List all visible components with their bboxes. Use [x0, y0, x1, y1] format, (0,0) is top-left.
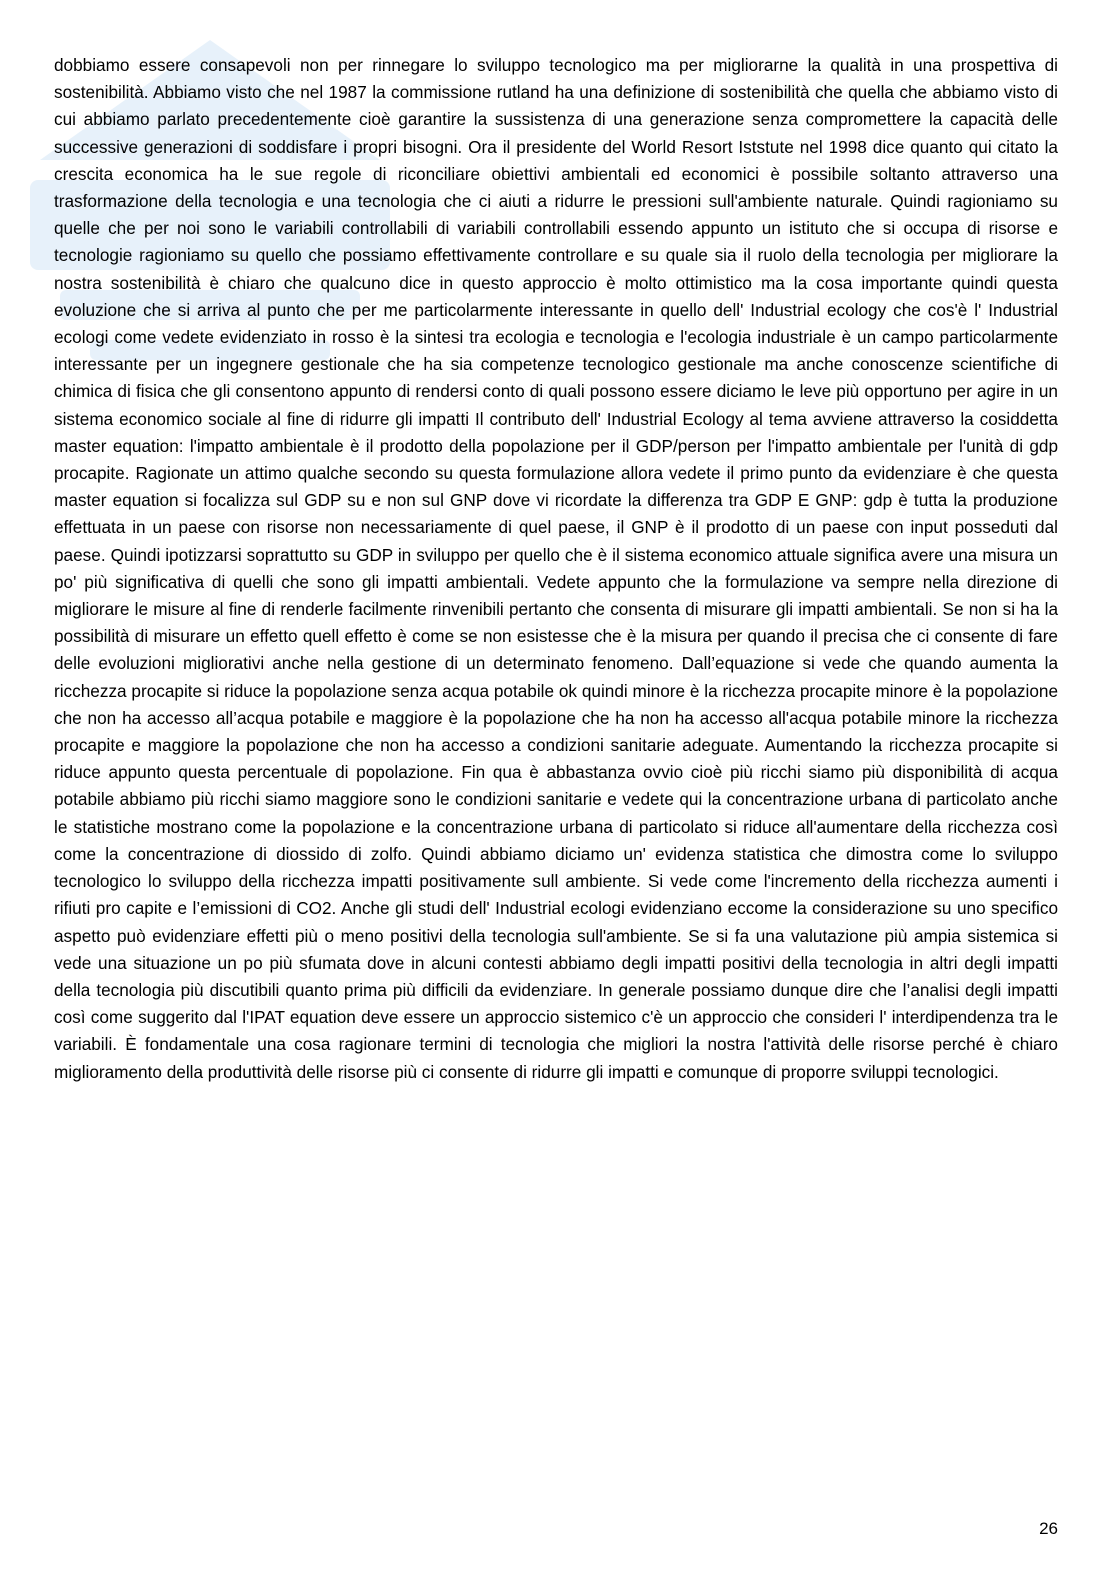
page-number: 26: [1039, 1519, 1058, 1538]
body-paragraph: dobbiamo essere consapevoli non per rinnegare lo sviluppo tecnologico ma per migliorarne la qualità in una prospettiva di sostenibilità. Abbiamo visto che nel 1987 la commissione rutland ha una definizione di sostenibilità che quella che abbiamo visto di cui abbiamo parlato precedentemente cioè garantire la sussistenza di una generazione senza compromettere la capacità delle successive generazioni di soddisfare i propri bisogni. Ora il presidente del World Resort Iststute nel 1998 dice quanto qui citato la crescita economica ha le sue regole di riconciliare obiettivi ambientali ed economici è possibile soltanto attraverso una trasformazione della tecnologia e una tecnologia che ci aiuti a ridurre le pressioni sull'ambiente naturale. Quindi ragioniamo su quelle che per noi sono le variabili controllabili di variabili controllabili essendo appunto un istituto che si occupa di risorse e tecnologie ragioniamo su quello che possiamo effettivamente controllare e su quale sia il ruolo della tecnologia per migliorare la nostra sostenibilità è chiaro che qualcuno dice in questo approccio è molto ottimistico ma la cosa importante quindi questa evoluzione che si arriva al punto che per me particolarmente interessante in quello dell' Industrial ecology che cos'è l' Industrial ecologi come vedete evidenziato in rosso è la sintesi tra ecologia e tecnologia e l'ecologia industriale è un campo particolarmente interessante per un ingegnere gestionale che ha sia competenze tecnologico gestionale ma anche conoscenze scientifiche di chimica di fisica che gli consentono appunto di rendersi conto di quali possono essere diciamo le leve più opportuno per agire in un sistema economico sociale al fine di ridurre gli impatti Il contributo dell' Industrial Ecology al tema avviene attraverso la cosiddetta master equation: l'impatto ambientale è il prodotto della popolazione per il GDP/person per l'impatto ambientale per l'unità di gdp procapite. Ragionate un attimo qualche secondo su questa formulazione allora vedete il primo punto da evidenziare è che questa master equation si focalizza sul GDP su e non sul GNP dove vi ricordate la differenza tra GDP E GNP: gdp è tutta la produzione effettuata in un paese con risorse non necessariamente di quel paese, il GNP è il prodotto di un paese con input posseduti dal paese. Quindi ipotizzarsi soprattutto su GDP in sviluppo per quello che è il sistema economico attuale significa avere una misura un po' più significativa di quelli che sono gli impatti ambientali. Vedete appunto che la formulazione va sempre nella direzione di migliorare le misure al fine di renderle facilmente rinvenibili pertanto che consenta di misurare gli impatti ambientali. Se non si ha la possibilità di misurare un effetto quell effetto è come se non esistesse che è la misura per quando il precisa che ci consente di fare delle evoluzioni migliorativi anche nella gestione di un determinato fenomeno. Dall’equazione si vede che quando aumenta la ricchezza procapite si riduce la popolazione senza acqua potabile ok quindi minore è la ricchezza procapite minore è la popolazione che non ha accesso all’acqua potabile e maggiore è la popolazione che ha non ha accesso all'acqua potabile minore la ricchezza procapite e maggiore la popolazione che non ha accesso a condizioni sanitarie adeguate. Aumentando la ricchezza procapite si riduce appunto questa percentuale di popolazione. Fin qua è abbastanza ovvio cioè più ricchi siamo più disponibilità di acqua potabile abbiamo più ricchi siamo maggiore sono le condizioni sanitarie e vedete qui la concentrazione urbana di particolato anche le statistiche mostrano come la popolazione e la concentrazione urbana di particolato si riduce all'aumentare della ricchezza così come la concentrazione di diossido di zolfo. Quindi abbiamo diciamo un' evidenza statistica che dimostra come lo sviluppo tecnologico lo sviluppo della ricchezza impatti positivamente sull ambiente. Si vede come l'incremento della ricchezza aumenti i rifiuti pro capite e l’emissioni di CO2. Anche gli studi dell' Industrial ecologi evidenziano eccome la considerazione su uno specifico aspetto può evidenziare effetti più o meno positivi della tecnologia sull'ambiente. Se si fa una valutazione più ampia sistemica si vede una situazione un po più sfumata dove in alcuni contesti abbiamo degli impatti positivi della tecnologia in altri degli impatti della tecnologia più discutibili quanto prima più difficili da evidenziare. In generale possiamo dunque dire che l’analisi degli impatti così come suggerito dal l'IPAT equation deve essere un approccio sistemico c'è un approccio che consideri l' interdipendenza tra le variabili. È fondamentale una cosa ragionare termini di tecnologia che migliori la nostra l'attività delle risorse perché è chiaro miglioramento della produttività delle risorse più ci consente di ridurre gli impatti e comunque di proporre sviluppi tecnologici.: [54, 55, 1058, 1082]
